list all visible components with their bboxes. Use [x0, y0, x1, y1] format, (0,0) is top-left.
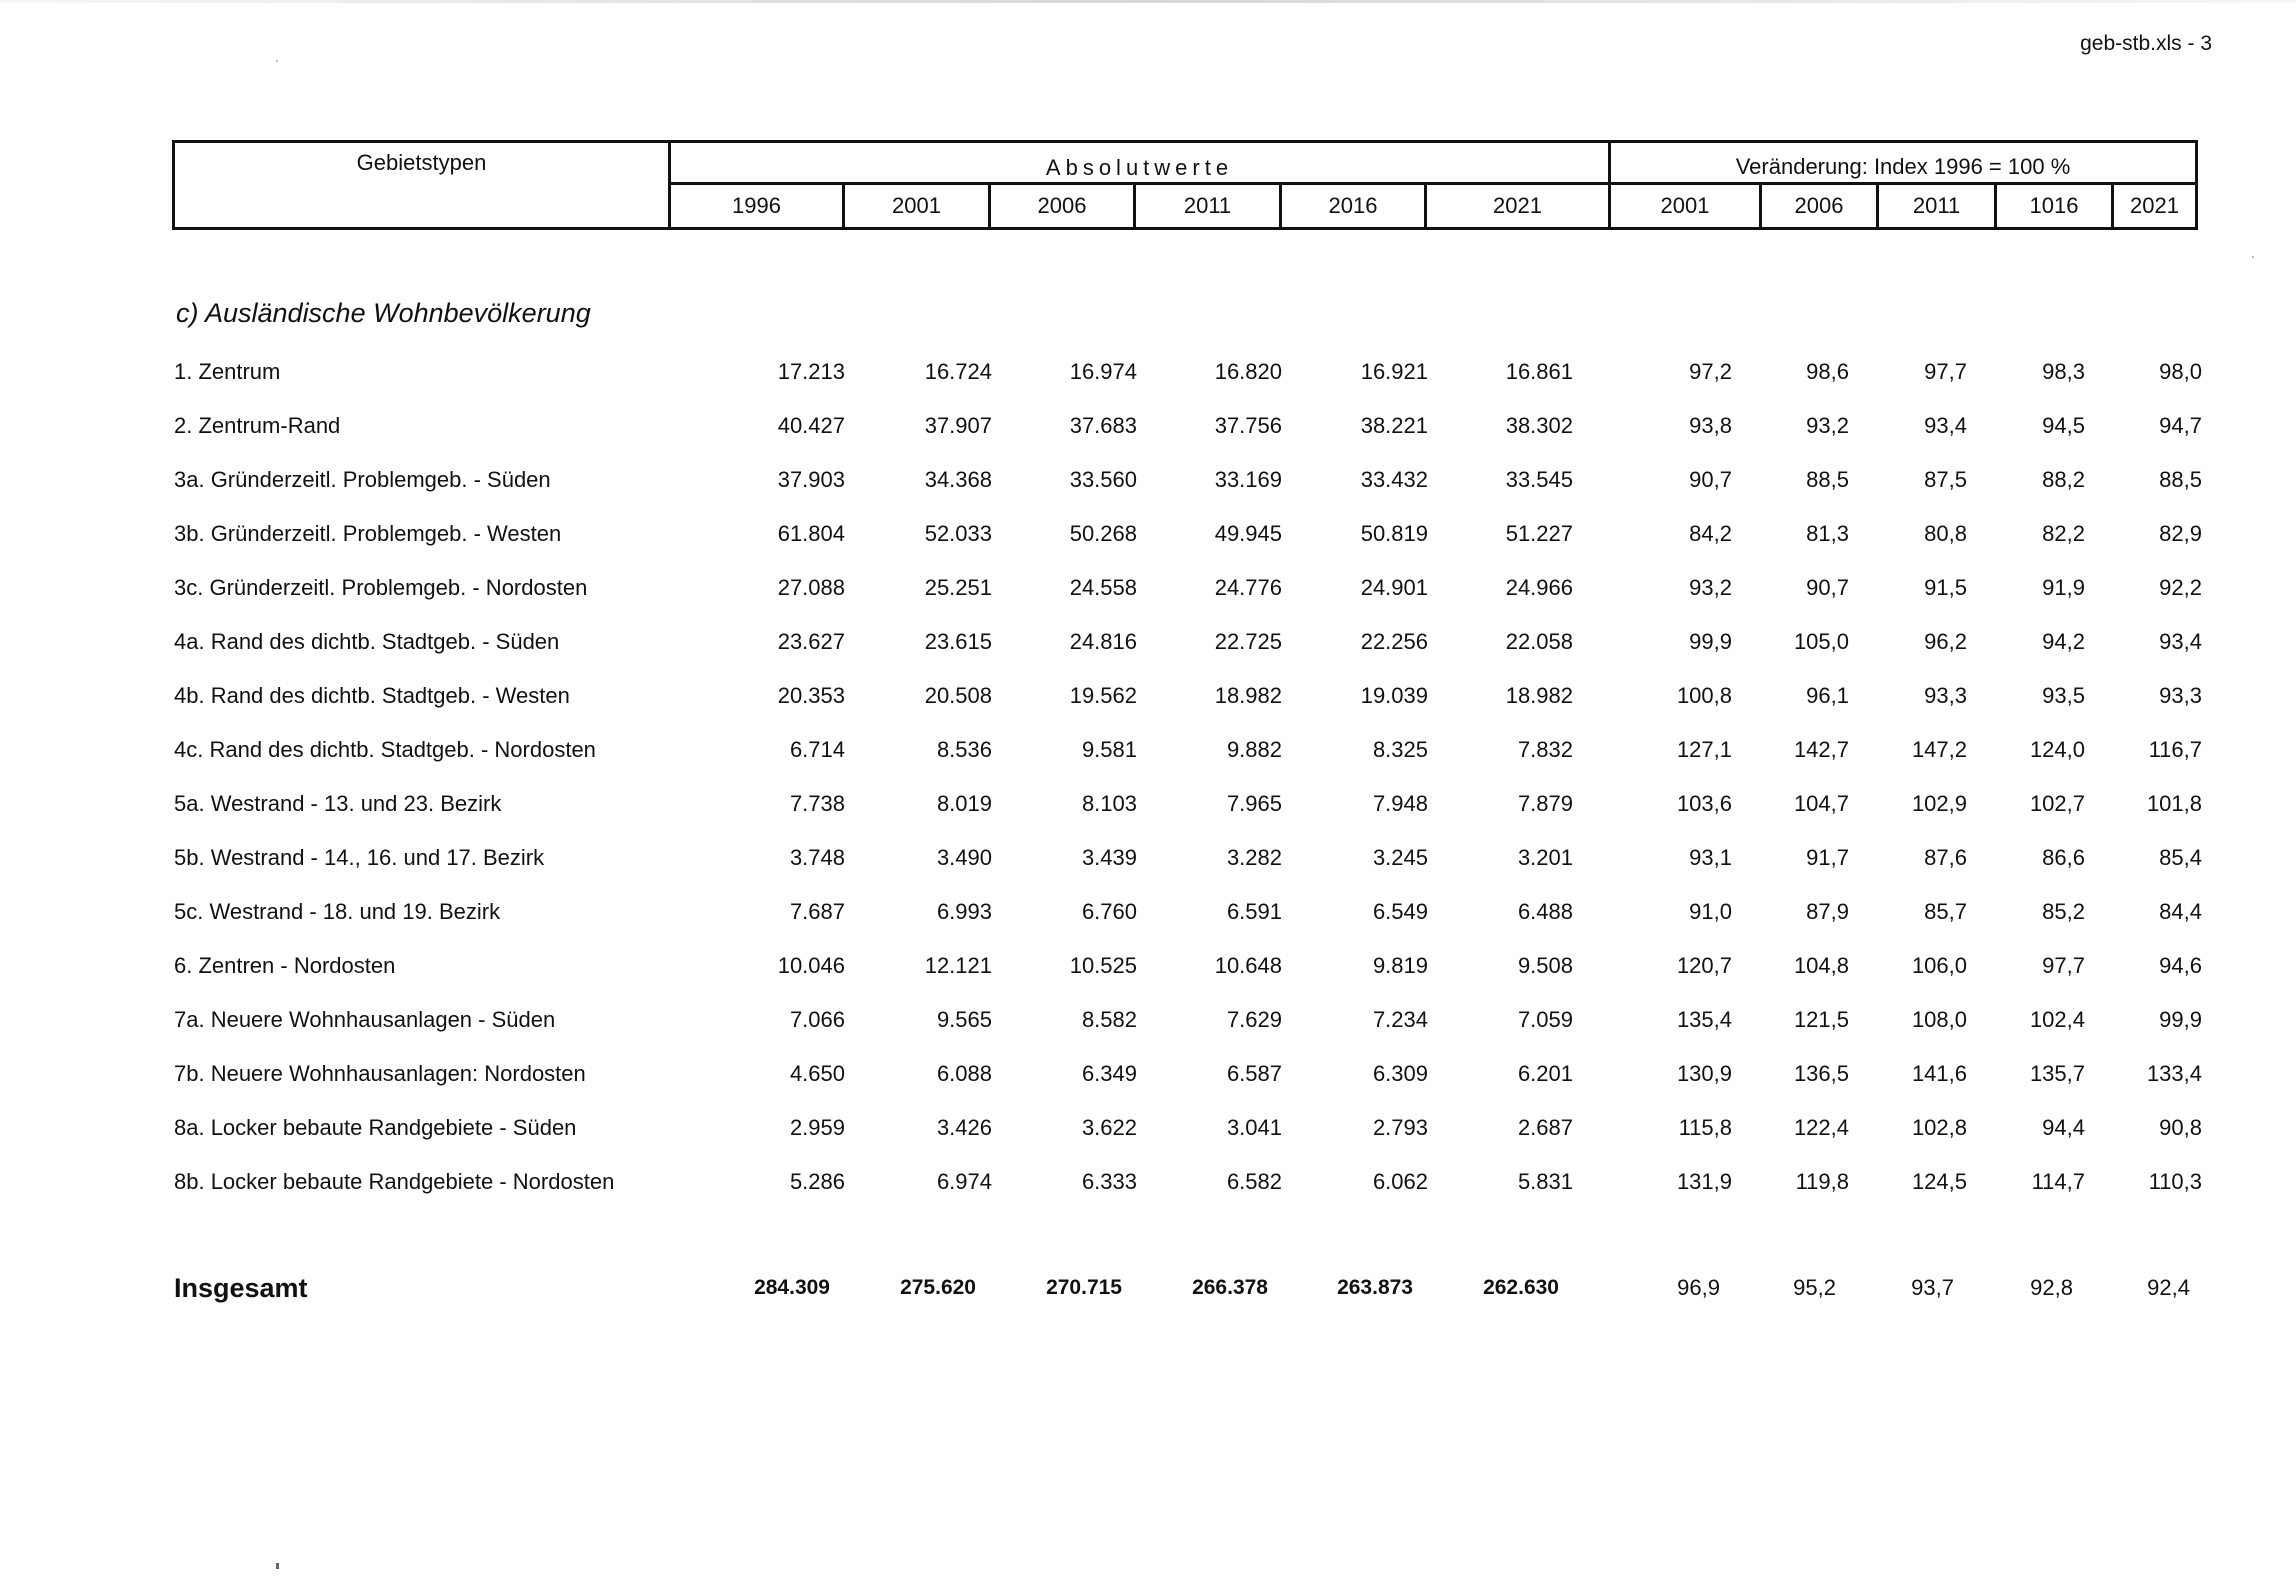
absolute-value: 24.901 [1360, 575, 1428, 600]
row-label: 3c. Gründerzeitl. Problemgeb. - Nordosten [174, 575, 588, 600]
index-value: 108,0 [1911, 1007, 1967, 1032]
index-value: 90,7 [1689, 467, 1732, 492]
absolute-value: 20.508 [924, 683, 992, 708]
absolute-value: 19.562 [1069, 683, 1137, 708]
absolute-value: 7.948 [1372, 791, 1428, 816]
absolute-value: 7.629 [1226, 1007, 1282, 1032]
absolute-value: 12.121 [924, 953, 992, 978]
absolute-value: 22.256 [1360, 629, 1428, 654]
absolute-year-header: 2001 [845, 185, 991, 227]
index-value: 94,2 [2042, 629, 2085, 654]
index-value: 93,4 [1924, 413, 1967, 438]
index-value: 93,2 [1806, 413, 1849, 438]
index-value: 94,7 [2159, 413, 2202, 438]
index-value: 98,0 [2159, 359, 2202, 384]
absolute-value: 34.368 [924, 467, 992, 492]
absolute-value: 17.213 [777, 359, 845, 384]
index-value: 87,5 [1924, 467, 1967, 492]
absolute-value: 18.982 [1214, 683, 1282, 708]
absolute-value: 23.615 [924, 629, 992, 654]
absolute-value: 33.545 [1505, 467, 1573, 492]
absolute-value: 37.907 [924, 413, 992, 438]
index-change-header: Veränderung: Index 1996 = 100 % [1611, 143, 2195, 185]
index-value: 100,8 [1676, 683, 1732, 708]
absolute-value: 9.565 [936, 1007, 992, 1032]
index-value: 94,4 [2042, 1115, 2085, 1140]
row-label: 6. Zentren - Nordosten [174, 953, 396, 978]
index-value: 93,3 [2159, 683, 2202, 708]
index-value: 93,1 [1689, 845, 1732, 870]
index-value: 98,3 [2042, 359, 2085, 384]
absolute-value: 25.251 [924, 575, 992, 600]
index-value: 90,8 [2159, 1115, 2202, 1140]
index-value: 97,2 [1689, 359, 1732, 384]
absolute-value: 6.591 [1226, 899, 1282, 924]
total-absolute-value: 263.873 [1337, 1276, 1413, 1299]
total-label: Insgesamt [174, 1273, 308, 1303]
row-label: 3a. Gründerzeitl. Problemgeb. - Süden [174, 467, 551, 492]
absolute-value: 37.756 [1214, 413, 1282, 438]
absolute-value: 23.627 [777, 629, 845, 654]
region-types-header: Gebietstypen [175, 143, 671, 227]
absolute-value: 6.349 [1081, 1061, 1137, 1086]
index-value: 131,9 [1676, 1169, 1732, 1194]
index-value: 102,9 [1911, 791, 1967, 816]
index-value: 85,4 [2159, 845, 2202, 870]
index-value: 96,2 [1924, 629, 1967, 654]
index-value: 86,6 [2042, 845, 2085, 870]
absolute-value: 5.286 [789, 1169, 845, 1194]
absolute-value: 24.558 [1069, 575, 1137, 600]
total-index-value: 96,9 [1677, 1275, 1720, 1300]
absolute-value: 6.587 [1226, 1061, 1282, 1086]
index-value: 105,0 [1793, 629, 1849, 654]
absolute-value: 33.560 [1069, 467, 1137, 492]
index-year-header: 2006 [1762, 185, 1879, 227]
absolute-value: 6.549 [1372, 899, 1428, 924]
absolute-value: 6.201 [1517, 1061, 1573, 1086]
absolute-value: 37.903 [777, 467, 845, 492]
index-value: 84,4 [2159, 899, 2202, 924]
total-absolute-value: 275.620 [900, 1276, 976, 1299]
absolute-value: 24.966 [1505, 575, 1573, 600]
total-row [0, 1274, 2296, 1308]
absolute-value: 3.439 [1081, 845, 1137, 870]
absolute-value: 10.648 [1214, 953, 1282, 978]
row-label: 5c. Westrand - 18. und 19. Bezirk [174, 899, 501, 924]
absolute-value: 6.488 [1517, 899, 1573, 924]
index-value: 102,8 [1911, 1115, 1967, 1140]
absolute-value: 9.819 [1372, 953, 1428, 978]
total-absolute-value: 266.378 [1192, 1276, 1268, 1299]
row-label: 7b. Neuere Wohnhausanlagen: Nordosten [174, 1061, 586, 1086]
absolute-value: 3.041 [1226, 1115, 1282, 1140]
absolute-value: 16.820 [1214, 359, 1282, 384]
index-value: 99,9 [2159, 1007, 2202, 1032]
index-value: 93,3 [1924, 683, 1967, 708]
index-value: 116,7 [2148, 737, 2202, 762]
index-value: 147,2 [1911, 737, 1967, 762]
absolute-value: 6.760 [1081, 899, 1137, 924]
absolute-value: 9.508 [1517, 953, 1573, 978]
index-value: 81,3 [1806, 521, 1849, 546]
absolute-value: 24.816 [1069, 629, 1137, 654]
absolute-value: 9.882 [1226, 737, 1282, 762]
index-value: 85,2 [2042, 899, 2085, 924]
index-value: 106,0 [1911, 953, 1967, 978]
index-value: 80,8 [1924, 521, 1967, 546]
absolute-year-header: 2006 [991, 185, 1136, 227]
index-value: 87,6 [1924, 845, 1967, 870]
absolute-value: 16.974 [1069, 359, 1137, 384]
absolute-value: 7.832 [1517, 737, 1573, 762]
absolute-value: 38.302 [1505, 413, 1573, 438]
scan-mark [276, 1563, 279, 1569]
table-row [0, 790, 2296, 824]
table-row [0, 466, 2296, 500]
absolute-value: 7.879 [1517, 791, 1573, 816]
absolute-value: 8.103 [1081, 791, 1137, 816]
index-value: 87,9 [1806, 899, 1849, 924]
absolute-value: 3.622 [1081, 1115, 1137, 1140]
absolute-value: 2.793 [1372, 1115, 1428, 1140]
row-label: 5a. Westrand - 13. und 23. Bezirk [174, 791, 502, 816]
absolute-value: 2.959 [789, 1115, 845, 1140]
absolute-value: 2.687 [1517, 1115, 1573, 1140]
table-row [0, 898, 2296, 932]
total-index-value: 92,8 [2030, 1275, 2073, 1300]
absolute-value: 40.427 [777, 413, 845, 438]
index-value: 88,5 [1806, 467, 1849, 492]
row-label: 4c. Rand des dichtb. Stadtgeb. - Nordosten [174, 737, 596, 762]
absolute-value: 7.687 [789, 899, 845, 924]
absolute-value: 3.282 [1226, 845, 1282, 870]
absolute-value: 27.088 [777, 575, 845, 600]
absolute-value: 6.088 [936, 1061, 992, 1086]
row-label: 1. Zentrum [174, 359, 281, 384]
index-year-header: 1016 [1997, 185, 2114, 227]
file-label: geb-stb.xls - 3 [2080, 32, 2212, 55]
table-row [0, 358, 2296, 392]
index-value: 91,9 [2042, 575, 2085, 600]
index-year-header: 2001 [1611, 185, 1762, 227]
absolute-value: 22.725 [1214, 629, 1282, 654]
absolute-value: 6.714 [789, 737, 845, 762]
absolute-value: 16.724 [924, 359, 992, 384]
index-value: 94,5 [2042, 413, 2085, 438]
total-index-value: 93,7 [1911, 1275, 1954, 1300]
absolute-value: 19.039 [1360, 683, 1428, 708]
index-value: 93,4 [2159, 629, 2202, 654]
table-row [0, 844, 2296, 878]
index-year-header: 2021 [2130, 193, 2179, 218]
index-value: 85,7 [1924, 899, 1967, 924]
absolute-value: 7.738 [789, 791, 845, 816]
scan-mark [276, 60, 278, 62]
index-value: 96,1 [1806, 683, 1849, 708]
absolute-value: 7.066 [789, 1007, 845, 1032]
index-value: 90,7 [1806, 575, 1849, 600]
index-value: 110,3 [2148, 1169, 2202, 1194]
absolute-value: 61.804 [777, 521, 845, 546]
absolute-value: 3.245 [1372, 845, 1428, 870]
row-label: 2. Zentrum-Rand [174, 413, 341, 438]
absolute-year-header: 2011 [1136, 185, 1282, 227]
table-row [0, 1114, 2296, 1148]
table-row [0, 736, 2296, 770]
index-value: 122,4 [1793, 1115, 1849, 1140]
table-row [0, 1006, 2296, 1040]
absolute-value: 50.819 [1360, 521, 1428, 546]
absolute-value: 3.748 [789, 845, 845, 870]
total-absolute-value: 284.309 [754, 1276, 830, 1299]
index-value: 133,4 [2146, 1061, 2202, 1086]
table-row [0, 520, 2296, 554]
total-absolute-value: 270.715 [1046, 1276, 1122, 1299]
table-row [0, 574, 2296, 608]
absolute-value: 18.982 [1505, 683, 1573, 708]
scan-mark [2252, 256, 2254, 258]
absolute-value: 22.058 [1505, 629, 1573, 654]
index-value: 135,4 [1676, 1007, 1732, 1032]
total-index-value: 92,4 [2147, 1275, 2190, 1300]
index-value: 94,6 [2159, 953, 2202, 978]
index-value: 136,5 [1793, 1061, 1849, 1086]
absolute-value: 33.432 [1360, 467, 1428, 492]
row-label: 4b. Rand des dichtb. Stadtgeb. - Westen [174, 683, 570, 708]
absolute-year-header: 2021 [1427, 185, 1611, 227]
index-value: 124,5 [1911, 1169, 1967, 1194]
index-value: 93,8 [1689, 413, 1732, 438]
index-value: 82,2 [2042, 521, 2085, 546]
index-value: 88,2 [2042, 467, 2085, 492]
absolute-value: 37.683 [1069, 413, 1137, 438]
absolute-value: 3.426 [936, 1115, 992, 1140]
index-value: 142,7 [1793, 737, 1849, 762]
absolute-year-header: 1996 [671, 185, 845, 227]
index-value: 130,9 [1676, 1061, 1732, 1086]
absolute-value: 33.169 [1214, 467, 1282, 492]
absolute-value: 6.062 [1372, 1169, 1428, 1194]
absolute-value: 6.582 [1226, 1169, 1282, 1194]
index-value: 98,6 [1806, 359, 1849, 384]
table-row [0, 952, 2296, 986]
row-label: 7a. Neuere Wohnhausanlagen - Süden [174, 1007, 556, 1032]
index-value: 92,2 [2159, 575, 2202, 600]
absolute-value: 9.581 [1081, 737, 1137, 762]
total-index-value: 95,2 [1793, 1275, 1836, 1300]
absolute-value: 5.831 [1517, 1169, 1573, 1194]
table-row [0, 1060, 2296, 1094]
index-value: 121,5 [1793, 1007, 1849, 1032]
absolute-value: 10.046 [777, 953, 845, 978]
absolute-value: 24.776 [1214, 575, 1282, 600]
index-value: 99,9 [1689, 629, 1732, 654]
index-value: 97,7 [1924, 359, 1967, 384]
absolute-year-header: 2016 [1282, 185, 1427, 227]
top-rule [0, 0, 2296, 3]
total-absolute-value: 262.630 [1483, 1276, 1559, 1299]
absolute-value: 8.325 [1372, 737, 1428, 762]
absolute-value: 8.582 [1081, 1007, 1137, 1032]
index-value: 82,9 [2159, 521, 2202, 546]
absolute-value: 51.227 [1505, 521, 1573, 546]
absolute-value: 3.201 [1517, 845, 1573, 870]
index-value: 135,7 [2029, 1061, 2085, 1086]
index-value: 124,0 [2029, 737, 2085, 762]
table-row [0, 682, 2296, 716]
index-value: 91,5 [1924, 575, 1967, 600]
absolute-value: 50.268 [1069, 521, 1137, 546]
absolute-value: 49.945 [1214, 521, 1282, 546]
row-label: 8b. Locker bebaute Randgebiete - Nordosten [174, 1169, 615, 1194]
index-value: 119,8 [1795, 1169, 1849, 1194]
index-value: 91,7 [1806, 845, 1849, 870]
index-value: 97,7 [2042, 953, 2085, 978]
index-value: 88,5 [2159, 467, 2202, 492]
absolute-values-header: Absolutwerte [671, 143, 1611, 185]
absolute-value: 8.536 [936, 737, 992, 762]
absolute-value: 16.921 [1360, 359, 1428, 384]
index-value: 127,1 [1676, 737, 1732, 762]
absolute-value: 16.861 [1505, 359, 1573, 384]
row-label: 3b. Gründerzeitl. Problemgeb. - Westen [174, 521, 562, 546]
absolute-value: 4.650 [789, 1061, 845, 1086]
absolute-value: 38.221 [1360, 413, 1428, 438]
index-value: 102,4 [2029, 1007, 2085, 1032]
index-value: 101,8 [2146, 791, 2202, 816]
row-label: 5b. Westrand - 14., 16. und 17. Bezirk [174, 845, 545, 870]
index-value: 104,8 [1793, 953, 1849, 978]
table-row [0, 628, 2296, 662]
absolute-value: 7.234 [1372, 1007, 1428, 1032]
absolute-value: 6.974 [936, 1169, 992, 1194]
table-row [0, 412, 2296, 446]
row-label: 8a. Locker bebaute Randgebiete - Süden [174, 1115, 577, 1140]
index-value: 91,0 [1689, 899, 1732, 924]
absolute-value: 7.965 [1226, 791, 1282, 816]
absolute-value: 52.033 [924, 521, 992, 546]
column-header-table [172, 140, 2198, 230]
index-value: 115,8 [1678, 1115, 1732, 1140]
index-value: 93,2 [1689, 575, 1732, 600]
absolute-value: 6.333 [1081, 1169, 1137, 1194]
absolute-value: 6.993 [936, 899, 992, 924]
absolute-value: 7.059 [1517, 1007, 1573, 1032]
index-value: 84,2 [1689, 521, 1732, 546]
index-value: 120,7 [1676, 953, 1732, 978]
absolute-value: 3.490 [936, 845, 992, 870]
absolute-value: 8.019 [936, 791, 992, 816]
table-row [0, 1168, 2296, 1202]
index-value: 141,6 [1911, 1061, 1967, 1086]
section-title: c) Ausländische Wohnbevölkerung [176, 298, 591, 328]
index-value: 104,7 [1793, 791, 1849, 816]
index-value: 114,7 [2031, 1169, 2085, 1194]
absolute-value: 6.309 [1372, 1061, 1428, 1086]
index-value: 103,6 [1676, 791, 1732, 816]
index-value: 93,5 [2042, 683, 2085, 708]
absolute-value: 20.353 [777, 683, 845, 708]
absolute-value: 10.525 [1069, 953, 1137, 978]
index-value: 102,7 [2029, 791, 2085, 816]
index-year-header: 2011 [1879, 185, 1997, 227]
row-label: 4a. Rand des dichtb. Stadtgeb. - Süden [174, 629, 560, 654]
